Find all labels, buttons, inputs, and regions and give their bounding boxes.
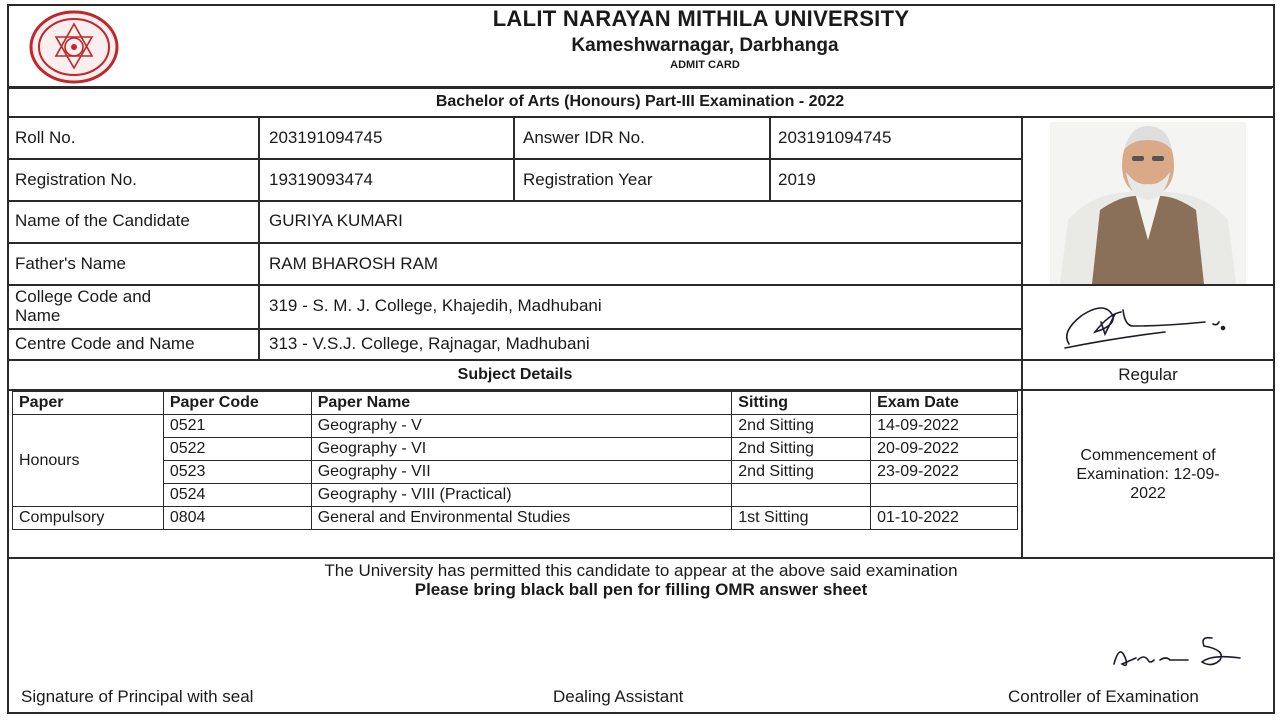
candidate-photo — [1050, 122, 1246, 284]
frame-bottom — [7, 712, 1275, 714]
subject-table-header — [13, 392, 1018, 415]
table-row — [13, 461, 1018, 484]
paper-code: 0804 — [163, 507, 311, 530]
controller-label: Controller of Examination — [1008, 687, 1199, 706]
paper-date: 20-09-2022 — [871, 438, 1018, 461]
candidate-name-label: Name of the Candidate — [15, 211, 190, 230]
registration-year-label: Registration Year — [523, 170, 653, 189]
roll-no-label: Roll No. — [15, 128, 76, 147]
paper-name: Geography - V — [311, 415, 732, 438]
father-name-value: RAM BHAROSH RAM — [269, 254, 439, 273]
header-paper: Paper — [13, 392, 164, 415]
controller-signature — [1108, 630, 1248, 672]
document-type: ADMIT CARD — [670, 59, 740, 71]
exam-title: Bachelor of Arts (Honours) Part-III Examination - 2022 — [435, 93, 845, 110]
omr-instruction: Please bring black ball pen for filling OMR answer sheet — [414, 580, 868, 599]
subject-details-title: Subject Details — [457, 366, 573, 383]
table-row — [13, 507, 1018, 530]
answer-idr-label: Answer IDR No. — [523, 128, 645, 147]
frame-right — [1273, 4, 1275, 714]
principal-signature-label: Signature of Principal with seal — [21, 687, 254, 706]
registration-no-value: 19319093474 — [269, 170, 374, 189]
centre-value: 313 - V.S.J. College, Rajnagar, Madhubani — [269, 334, 590, 353]
paper-sitting — [732, 484, 871, 507]
paper-date — [871, 484, 1018, 507]
permission-statement: The University has permitted this candidate to appear at the above said examination — [324, 561, 958, 580]
paper-type-compulsory: Compulsory — [13, 507, 164, 530]
candidate-name-value: GURIYA KUMARI — [269, 211, 403, 230]
centre-label: Centre Code and Name — [15, 334, 195, 353]
paper-code: 0524 — [163, 484, 311, 507]
table-row — [13, 415, 1018, 438]
table-row — [13, 438, 1018, 461]
registration-year-value: 2019 — [778, 170, 816, 189]
candidate-signature — [1055, 292, 1245, 354]
paper-sitting: 2nd Sitting — [732, 415, 871, 438]
paper-code: 0523 — [163, 461, 311, 484]
paper-name: General and Environmental Studies — [311, 507, 732, 530]
university-location: Kameshwarnagar, Darbhanga — [571, 35, 839, 56]
paper-date: 14-09-2022 — [871, 415, 1018, 438]
table-row — [13, 484, 1018, 507]
header-paper-name: Paper Name — [311, 392, 732, 415]
paper-name: Geography - VII — [311, 461, 732, 484]
paper-sitting: 1st Sitting — [732, 507, 871, 530]
answer-idr-value: 203191094745 — [778, 128, 892, 147]
paper-code: 0522 — [163, 438, 311, 461]
paper-date: 01-10-2022 — [871, 507, 1018, 530]
registration-no-label: Registration No. — [15, 170, 137, 189]
college-value: 319 - S. M. J. College, Khajedih, Madhubani — [269, 296, 602, 315]
college-label: College Code and Name — [15, 287, 152, 325]
header-exam-date: Exam Date — [871, 392, 1018, 415]
title-divider — [7, 116, 1275, 118]
roll-no-value: 203191094745 — [269, 128, 383, 147]
paper-date: 23-09-2022 — [871, 461, 1018, 484]
paper-code: 0521 — [163, 415, 311, 438]
paper-sitting: 2nd Sitting — [732, 438, 871, 461]
subject-table — [12, 391, 1018, 530]
university-name: LALIT NARAYAN MITHILA UNIVERSITY — [492, 6, 910, 31]
paper-type-honours: Honours — [13, 415, 164, 507]
father-name-label: Father's Name — [15, 254, 126, 273]
commencement-note: Commencement of Examination: 12-09- 2022 — [1076, 447, 1220, 502]
candidate-category: Regular — [1118, 365, 1178, 384]
dealing-assistant-label: Dealing Assistant — [553, 687, 684, 706]
header-sitting: Sitting — [732, 392, 871, 415]
header-paper-code: Paper Code — [163, 392, 311, 415]
paper-name: Geography - VIII (Practical) — [311, 484, 732, 507]
paper-name: Geography - VI — [311, 438, 732, 461]
paper-sitting: 2nd Sitting — [732, 461, 871, 484]
